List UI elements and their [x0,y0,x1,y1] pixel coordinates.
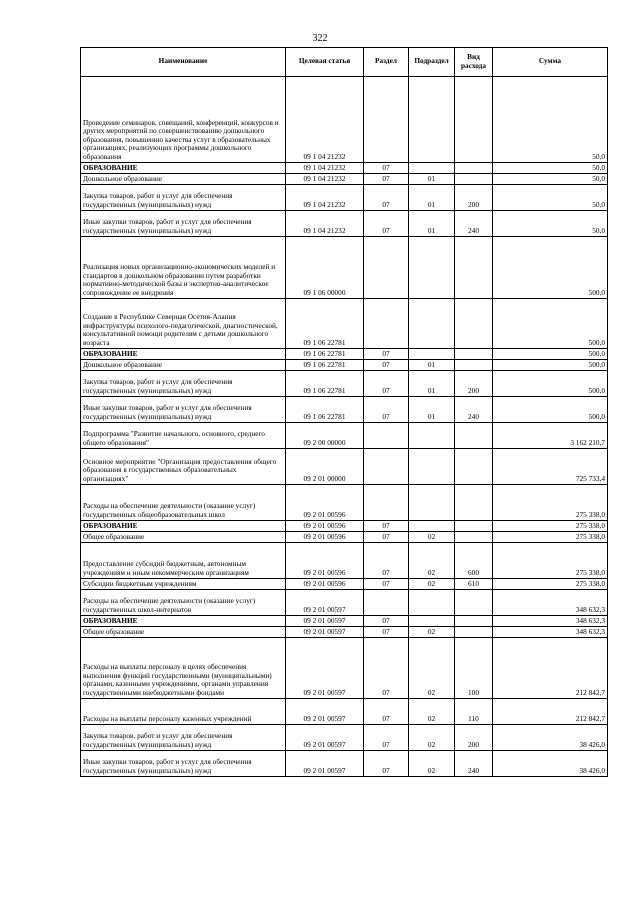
row-expense-type: 240 [455,211,493,237]
row-section: 07 [364,616,409,627]
row-section: 07 [364,349,409,360]
table-row [81,349,608,360]
row-target-article: 09 1 06 22781 [286,397,364,423]
row-target-article: 09 1 04 21232 [286,174,364,185]
row-name: Закупка товаров, работ и услуг для обеспечения государственных (муниципальных) нужд [81,371,286,397]
row-subsection: 02 [409,579,455,590]
row-expense-type [455,532,493,543]
row-subsection [409,590,455,616]
row-section [364,485,409,521]
row-target-article: 09 1 06 22781 [286,360,364,371]
row-sum: 348 632,3 [493,616,608,627]
row-target-article: 09 1 06 22781 [286,299,364,349]
row-sum: 275 338,0 [493,485,608,521]
row-subsection: 02 [409,751,455,777]
row-name: Расходы на выплаты персоналу в целях обеспечения выполнения функций государственными (муниципальными) органами, казенными учреждениями, органами управления государственными внебюджетными фондами [81,638,286,699]
table-row [81,449,608,485]
row-section [364,590,409,616]
table-row [81,751,608,777]
row-section: 07 [364,627,409,638]
row-sum: 725 733,4 [493,449,608,485]
row-target-article: 09 2 01 00597 [286,699,364,725]
row-target-article: 09 2 01 00000 [286,449,364,485]
row-sum: 50,0 [493,211,608,237]
row-section [364,237,409,299]
row-expense-type: 100 [455,638,493,699]
row-target-article: 09 1 04 21232 [286,211,364,237]
row-target-article: 09 2 01 00597 [286,590,364,616]
header-section: Раздел [364,48,409,77]
row-section [364,77,409,163]
row-expense-type [455,174,493,185]
row-sum: 275 338,0 [493,579,608,590]
row-sum: 212 842,7 [493,638,608,699]
row-section: 07 [364,174,409,185]
row-sum: 50,0 [493,185,608,211]
row-expense-type [455,485,493,521]
row-expense-type: 200 [455,185,493,211]
table-row [81,616,608,627]
row-target-article: 09 2 01 00597 [286,616,364,627]
row-expense-type [455,163,493,174]
row-subsection: 02 [409,627,455,638]
header-subsection: Подраздел [409,48,455,77]
table-row [81,397,608,423]
row-sum: 38 426,0 [493,725,608,751]
row-subsection: 02 [409,699,455,725]
row-expense-type [455,521,493,532]
row-name: Предоставление субсидий бюджетным, автономным учреждениям и иным некоммерческим организациям [81,543,286,579]
row-subsection: 01 [409,185,455,211]
row-expense-type: 600 [455,543,493,579]
row-name: Иные закупки товаров, работ и услуг для обеспечения государственных (муниципальных) нужд [81,211,286,237]
row-name: Расходы на обеспечение деятельности (оказание услуг) государственных школ-интернатов [81,590,286,616]
row-name: Создание в Республике Северная Осетия-Алания инфраструктуры психолого-педагогической, диагностической, консультативной помощи родителям с детьми дошкольного возраста [81,299,286,349]
row-target-article: 09 2 01 00597 [286,627,364,638]
header-target-article: Целевая статья [286,48,364,77]
row-name: Расходы на выплаты персоналу казенных учреждений [81,699,286,725]
header-expense-type: Вид расхода [455,48,493,77]
row-subsection: 01 [409,211,455,237]
row-subsection: 01 [409,371,455,397]
table-row [81,521,608,532]
row-name: Основное мероприятие "Организация предоставления общего образования в государственных образовательных организациях" [81,449,286,485]
row-sum: 212 842,7 [493,699,608,725]
row-name: Иные закупки товаров, работ и услуг для обеспечения государственных (муниципальных) нужд [81,397,286,423]
row-name: Дошкольное образование [81,360,286,371]
row-sum: 500,0 [493,237,608,299]
row-name: Субсидии бюджетным учреждениям [81,579,286,590]
row-target-article: 09 1 04 21232 [286,163,364,174]
row-subsection [409,349,455,360]
row-target-article: 09 1 06 22781 [286,371,364,397]
row-section: 07 [364,360,409,371]
row-subsection [409,521,455,532]
row-target-article: 09 2 00 00000 [286,423,364,449]
row-section: 07 [364,532,409,543]
row-sum: 275 338,0 [493,543,608,579]
row-target-article: 09 2 01 00597 [286,751,364,777]
table-row [81,699,608,725]
row-name: Дошкольное образование [81,174,286,185]
row-name: Проведение семинаров, совещаний, конференций, конкурсов и других мероприятий по совершенствованию дошкольного образования, повышению качества услуг в образовательных организациях, реализующих программы дошкольного образования [81,77,286,163]
row-subsection: 01 [409,397,455,423]
table-row [81,590,608,616]
table-body [81,77,608,777]
row-expense-type [455,349,493,360]
row-sum: 275 338,0 [493,521,608,532]
row-expense-type [455,449,493,485]
row-target-article: 09 2 01 00597 [286,638,364,699]
row-subsection [409,299,455,349]
row-target-article: 09 2 01 00596 [286,485,364,521]
table-row [81,485,608,521]
row-target-article: 09 2 01 00597 [286,725,364,751]
row-section: 07 [364,725,409,751]
row-name: Расходы на обеспечение деятельности (оказание услуг) государственных общеобразовательных школ [81,485,286,521]
row-expense-type: 200 [455,371,493,397]
row-name: ОБРАЗОВАНИЕ [81,616,286,627]
row-section: 07 [364,185,409,211]
row-sum: 500,0 [493,299,608,349]
row-sum: 275 338,0 [493,532,608,543]
header-name: Наименование [81,48,286,77]
row-sum: 348 632,3 [493,627,608,638]
table-row [81,77,608,163]
row-subsection [409,423,455,449]
table-row [81,299,608,349]
row-name: ОБРАЗОВАНИЕ [81,163,286,174]
page-number: 322 [312,33,328,44]
row-name: Закупка товаров, работ и услуг для обеспечения государственных (муниципальных) нужд [81,185,286,211]
row-section: 07 [364,579,409,590]
table-row [81,174,608,185]
row-target-article: 09 1 04 21232 [286,77,364,163]
row-subsection [409,237,455,299]
row-expense-type: 240 [455,751,493,777]
row-section: 07 [364,543,409,579]
row-expense-type [455,627,493,638]
table-row [81,638,608,699]
row-section: 07 [364,211,409,237]
table-row [81,725,608,751]
row-name: Реализация новых организационно-экономических моделей и стандартов в дошкольном образовании путем разработки нормативно-методической базы и экспертно-аналитическое сопровождение ее внедрения [81,237,286,299]
row-subsection: 02 [409,532,455,543]
table-row [81,423,608,449]
row-section [364,449,409,485]
row-subsection: 01 [409,360,455,371]
row-sum: 500,0 [493,397,608,423]
table-row [81,237,608,299]
row-name: Закупка товаров, работ и услуг для обеспечения государственных (муниципальных) нужд [81,725,286,751]
row-sum: 50,0 [493,174,608,185]
row-sum: 38 426,0 [493,751,608,777]
row-expense-type: 240 [455,397,493,423]
row-target-article: 09 1 04 21232 [286,185,364,211]
row-target-article: 09 2 01 00596 [286,543,364,579]
row-name: Общее образование [81,627,286,638]
table-row [81,543,608,579]
row-section: 07 [364,397,409,423]
table-row [81,371,608,397]
row-name: Иные закупки товаров, работ и услуг для обеспечения государственных (муниципальных) нужд [81,751,286,777]
row-expense-type: 110 [455,699,493,725]
row-section [364,423,409,449]
row-subsection: 02 [409,543,455,579]
row-name: Общее образование [81,532,286,543]
row-subsection [409,77,455,163]
row-target-article: 09 2 01 00596 [286,579,364,590]
budget-table [80,47,608,777]
table-header-row [81,48,608,77]
row-sum: 500,0 [493,371,608,397]
row-subsection [409,449,455,485]
table-row [81,579,608,590]
row-subsection: 01 [409,174,455,185]
row-name: ОБРАЗОВАНИЕ [81,521,286,532]
table-row [81,163,608,174]
row-name: ОБРАЗОВАНИЕ [81,349,286,360]
row-sum: 348 632,3 [493,590,608,616]
row-target-article: 09 1 06 22781 [286,349,364,360]
table-row [81,360,608,371]
row-expense-type [455,360,493,371]
row-section: 07 [364,638,409,699]
row-expense-type [455,299,493,349]
row-expense-type [455,590,493,616]
row-section [364,299,409,349]
row-sum: 50,0 [493,77,608,163]
table-row [81,211,608,237]
table-row [81,627,608,638]
row-name: Подпрограмма "Развитие начального, основного, среднего общего образования" [81,423,286,449]
row-subsection: 02 [409,638,455,699]
table-row [81,532,608,543]
row-expense-type [455,237,493,299]
row-subsection [409,163,455,174]
row-subsection [409,485,455,521]
row-subsection [409,616,455,627]
row-expense-type [455,423,493,449]
row-section: 07 [364,521,409,532]
row-expense-type [455,77,493,163]
row-section: 07 [364,699,409,725]
row-sum: 50,0 [493,163,608,174]
row-section: 07 [364,371,409,397]
table-row [81,185,608,211]
row-target-article: 09 2 01 00596 [286,532,364,543]
row-target-article: 09 2 01 00596 [286,521,364,532]
row-sum: 500,0 [493,360,608,371]
header-sum: Сумма [493,48,608,77]
row-section: 07 [364,751,409,777]
row-target-article: 09 1 06 00000 [286,237,364,299]
row-sum: 3 162 210,7 [493,423,608,449]
row-section: 07 [364,163,409,174]
row-subsection: 02 [409,725,455,751]
row-expense-type [455,616,493,627]
row-sum: 500,0 [493,349,608,360]
row-expense-type: 610 [455,579,493,590]
row-expense-type: 200 [455,725,493,751]
